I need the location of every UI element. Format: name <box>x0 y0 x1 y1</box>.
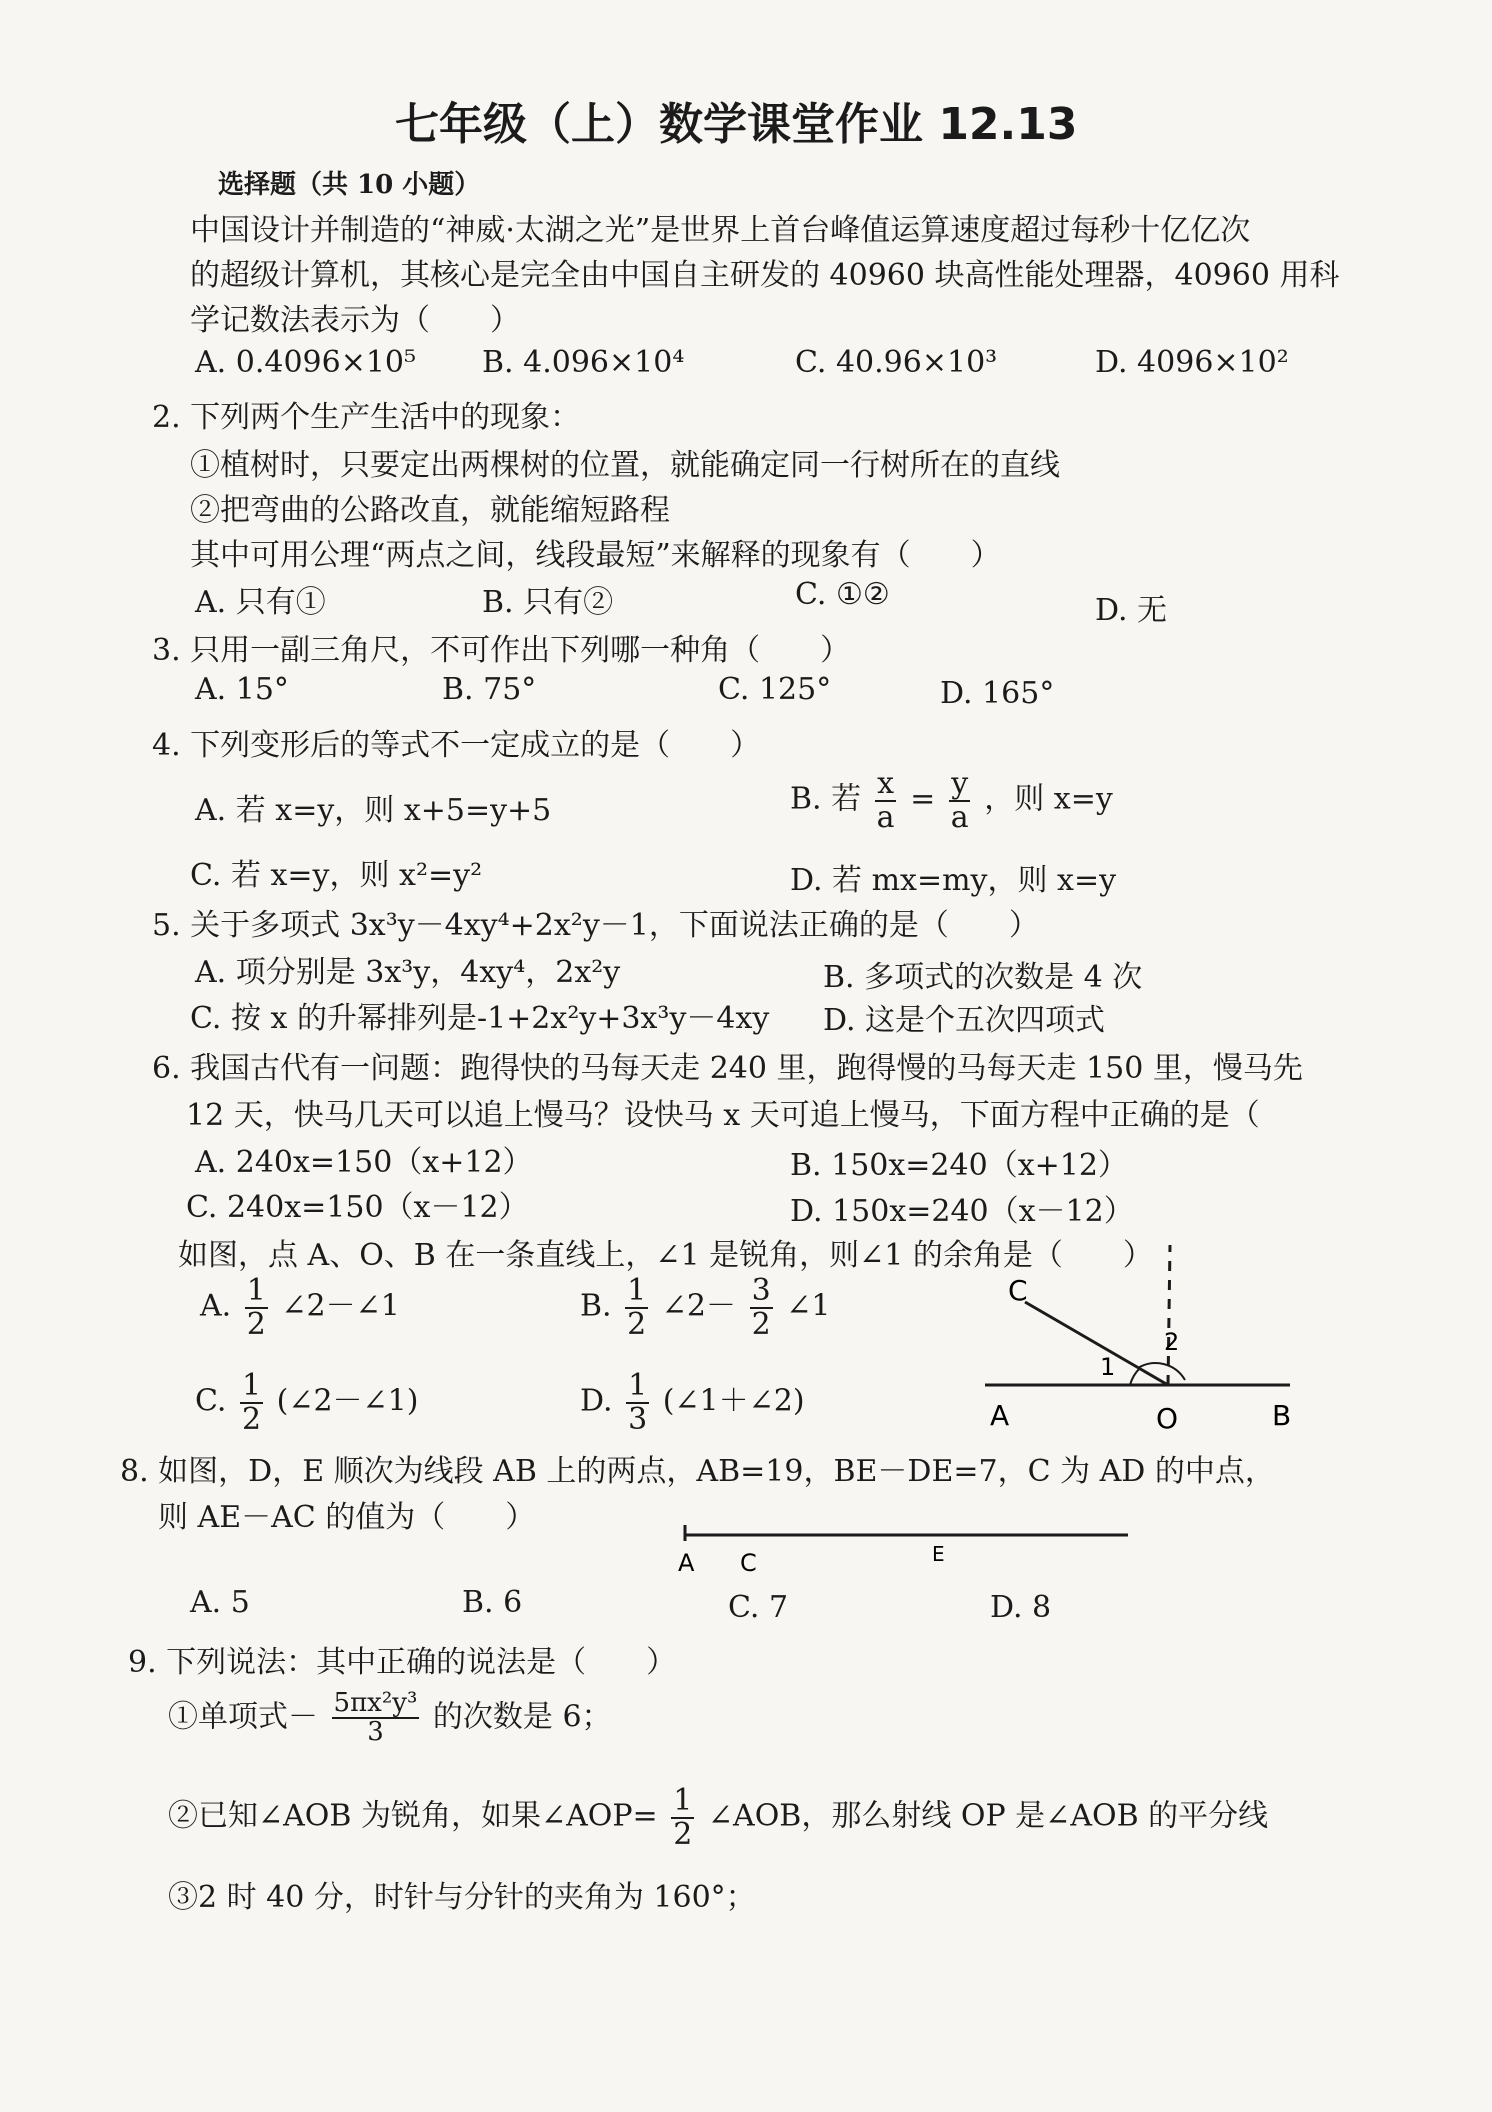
fig7-label-o: O <box>1156 1402 1179 1435</box>
q2-option-b: B. 只有② <box>482 585 614 620</box>
fig7-label-angle1: 1 <box>1100 1353 1116 1381</box>
q1-option-a: A. 0.4096×10⁵ <box>195 345 417 380</box>
q8-line1: 8. 如图，D，E 顺次为线段 AB 上的两点，AB=19，BE－DE=7，C 为 AD 的中点， <box>120 1454 1275 1489</box>
q2-stem: 2. 下列两个生产生活中的现象： <box>152 400 581 435</box>
fig8-label-e: E <box>932 1542 945 1566</box>
q9-stem: 9. 下列说法：其中正确的说法是（ ） <box>128 1645 677 1680</box>
q7-a-num: 1 <box>246 1273 266 1308</box>
q4-option-d: D. 若 mx=my，则 x=y <box>790 863 1117 898</box>
q5-option-d: D. 这是个五次四项式 <box>823 1003 1106 1038</box>
fig7-label-angle2: 2 <box>1164 1328 1180 1356</box>
q2-ask: 其中可用公理“两点之间，线段最短”来解释的现象有（ ） <box>190 538 1001 573</box>
q7-option-c-expr: (∠2－∠1) <box>276 1383 419 1419</box>
q7-b-den2: 2 <box>751 1306 771 1342</box>
q4-frac-equals: = <box>910 781 936 817</box>
q7-c-den: 2 <box>241 1401 262 1437</box>
ray-dashed <box>1168 1245 1170 1385</box>
q7-option-c <box>195 1370 418 1435</box>
q2-option-d: D. 无 <box>1095 593 1168 628</box>
q9-item1-num: 5πx²y³ <box>333 1688 418 1718</box>
q7-option-a-expr: ∠2－∠1 <box>281 1288 400 1324</box>
q9-item2-fraction <box>671 1785 694 1850</box>
q7-c-num: 1 <box>241 1368 262 1403</box>
q6-option-b: B. 150x=240（x+12） <box>790 1148 1128 1183</box>
q1-option-b: B. 4.096×10⁴ <box>482 345 685 380</box>
q6-option-a: A. 240x=150（x+12） <box>195 1145 533 1180</box>
q4-frac-x: x <box>877 766 895 801</box>
q7-option-c-letter: C. <box>195 1383 227 1419</box>
q4-option-a: A. 若 x=y，则 x+5=y+5 <box>195 793 552 828</box>
q6-line2: 12 天，快马几天可以追上慢马？设快马 x 天可追上慢马，下面方程中正确的是（ <box>186 1098 1260 1133</box>
q7-option-b <box>580 1275 830 1340</box>
q7-option-d-letter: D. <box>580 1383 613 1419</box>
q7-option-b-fraction2 <box>750 1275 773 1340</box>
q8-option-a: A. 5 <box>190 1585 250 1620</box>
q3-stem: 3. 只用一副三角尺，不可作出下列哪一种角（ ） <box>152 633 851 668</box>
q1-line2: 的超级计算机，其核心是完全由中国自主研发的 40960 块高性能处理器，40960 用科 <box>190 258 1340 293</box>
q4-stem: 4. 下列变形后的等式不一定成立的是（ ） <box>152 728 761 763</box>
q7-a-den: 2 <box>246 1306 266 1342</box>
q4-fraction-x-over-a <box>875 768 897 833</box>
q5-option-b: B. 多项式的次数是 4 次 <box>823 960 1143 995</box>
q6-option-d: D. 150x=240（x－12） <box>790 1194 1134 1229</box>
q7-option-a-letter: A. <box>200 1288 232 1324</box>
q9-item2-suffix: ∠AOB，那么射线 OP 是∠AOB 的平分线 <box>707 1798 1269 1834</box>
q4-frac-a1: a <box>876 799 895 835</box>
q7-option-b-fraction1 <box>625 1275 648 1340</box>
q9-item1-prefix: ①单项式－ <box>168 1699 318 1735</box>
ray-oc <box>1025 1302 1168 1385</box>
q4-option-b <box>790 768 1113 833</box>
q8-option-c: C. 7 <box>728 1590 789 1625</box>
section-label: 选择题（共 10 小题） <box>218 170 481 200</box>
q7-b-num2: 3 <box>751 1273 771 1308</box>
q7-option-d-expr: (∠1＋∠2) <box>662 1383 805 1419</box>
q7-option-d <box>580 1370 805 1435</box>
q9-item1-fraction <box>332 1690 420 1747</box>
q8-line2: 则 AE－AC 的值为（ ） <box>158 1500 536 1535</box>
page-title: 七年级（上）数学课堂作业 12.13 <box>395 99 1078 150</box>
q3-option-a: A. 15° <box>195 672 289 707</box>
q4-frac-a2: a <box>950 799 969 835</box>
q3-option-b: B. 75° <box>442 672 537 707</box>
q8-option-b: B. 6 <box>462 1585 523 1620</box>
q7-option-a-fraction <box>245 1275 268 1340</box>
q7-angle-figure <box>980 1240 1310 1440</box>
q4-option-b-prefix: B. 若 <box>790 781 862 817</box>
fig7-label-a: A <box>990 1399 1010 1432</box>
q6-line1: 6. 我国古代有一问题：跑得快的马每天走 240 里，跑得慢的马每天走 150 里，慢马先 <box>152 1051 1303 1086</box>
q7-option-a <box>200 1275 400 1340</box>
q2-item1: ①植树时，只要定出两棵树的位置，就能确定同一行树所在的直线 <box>190 448 1060 483</box>
q9-item3: ③2 时 40 分，时针与分针的夹角为 160°； <box>168 1880 756 1915</box>
fig8-label-c: C <box>740 1549 757 1577</box>
q5-option-c: C. 按 x 的升幂排列是-1+2x²y+3x³y－4xy <box>190 1001 770 1036</box>
q9-item1-suffix: 的次数是 6； <box>432 1699 612 1735</box>
q7-option-b-letter: B. <box>580 1288 612 1324</box>
q2-option-a: A. 只有① <box>195 585 326 620</box>
q8-segment-figure <box>670 1515 1140 1585</box>
q7-option-b-mid: ∠2－ <box>661 1288 737 1324</box>
q7-b-num1: 1 <box>627 1273 647 1308</box>
q4-frac-y: y <box>951 766 969 801</box>
q5-option-a: A. 项分别是 3x³y，4xy⁴，2x²y <box>195 955 621 990</box>
q5-stem: 5. 关于多项式 3x³y－4xy⁴+2x²y－1，下面说法正确的是（ ） <box>152 908 1039 943</box>
q4-fraction-y-over-a <box>949 768 971 833</box>
q7-option-d-fraction <box>626 1370 649 1435</box>
q9-item2-den: 2 <box>673 1816 693 1852</box>
q9-item2 <box>168 1785 1268 1850</box>
q1-option-d: D. 4096×10² <box>1095 345 1289 380</box>
q7-d-num: 1 <box>628 1368 648 1403</box>
q7-d-den: 3 <box>628 1401 648 1437</box>
q4-option-c: C. 若 x=y，则 x²=y² <box>190 858 483 893</box>
q9-item2-prefix: ②已知∠AOB 为锐角，如果∠AOP= <box>168 1798 658 1834</box>
q1-option-c: C. 40.96×10³ <box>795 345 998 380</box>
q7-option-b-expr: ∠1 <box>786 1288 831 1324</box>
q9-item2-num: 1 <box>673 1783 693 1818</box>
q7-option-c-fraction <box>240 1370 263 1435</box>
q4-option-b-suffix: ，则 x=y <box>984 781 1113 817</box>
q9-item1-den: 3 <box>367 1717 384 1748</box>
q3-option-c: C. 125° <box>718 672 832 707</box>
q2-item2: ②把弯曲的公路改直，就能缩短路程 <box>190 493 670 528</box>
q3-option-d: D. 165° <box>940 676 1055 711</box>
q1-line3: 学记数法表示为（ ） <box>190 303 520 338</box>
q8-option-d: D. 8 <box>990 1590 1052 1625</box>
q1-line1: 中国设计并制造的“神威·太湖之光”是世界上首台峰值运算速度超过每秒十亿亿次 <box>190 213 1251 248</box>
q2-option-c: C. ①② <box>795 577 890 612</box>
angle-1-arc <box>1130 1368 1140 1385</box>
q7-b-den1: 2 <box>627 1306 647 1342</box>
q6-option-c: C. 240x=150（x－12） <box>186 1190 529 1225</box>
fig8-label-a: A <box>678 1549 695 1577</box>
fig7-label-b: B <box>1272 1399 1292 1432</box>
q7-stem: 如图，点 A、O、B 在一条直线上，∠1 是锐角，则∠1 的余角是（ ） <box>178 1238 1153 1273</box>
q9-item1 <box>168 1690 612 1747</box>
fig7-label-c: C <box>1008 1274 1028 1307</box>
